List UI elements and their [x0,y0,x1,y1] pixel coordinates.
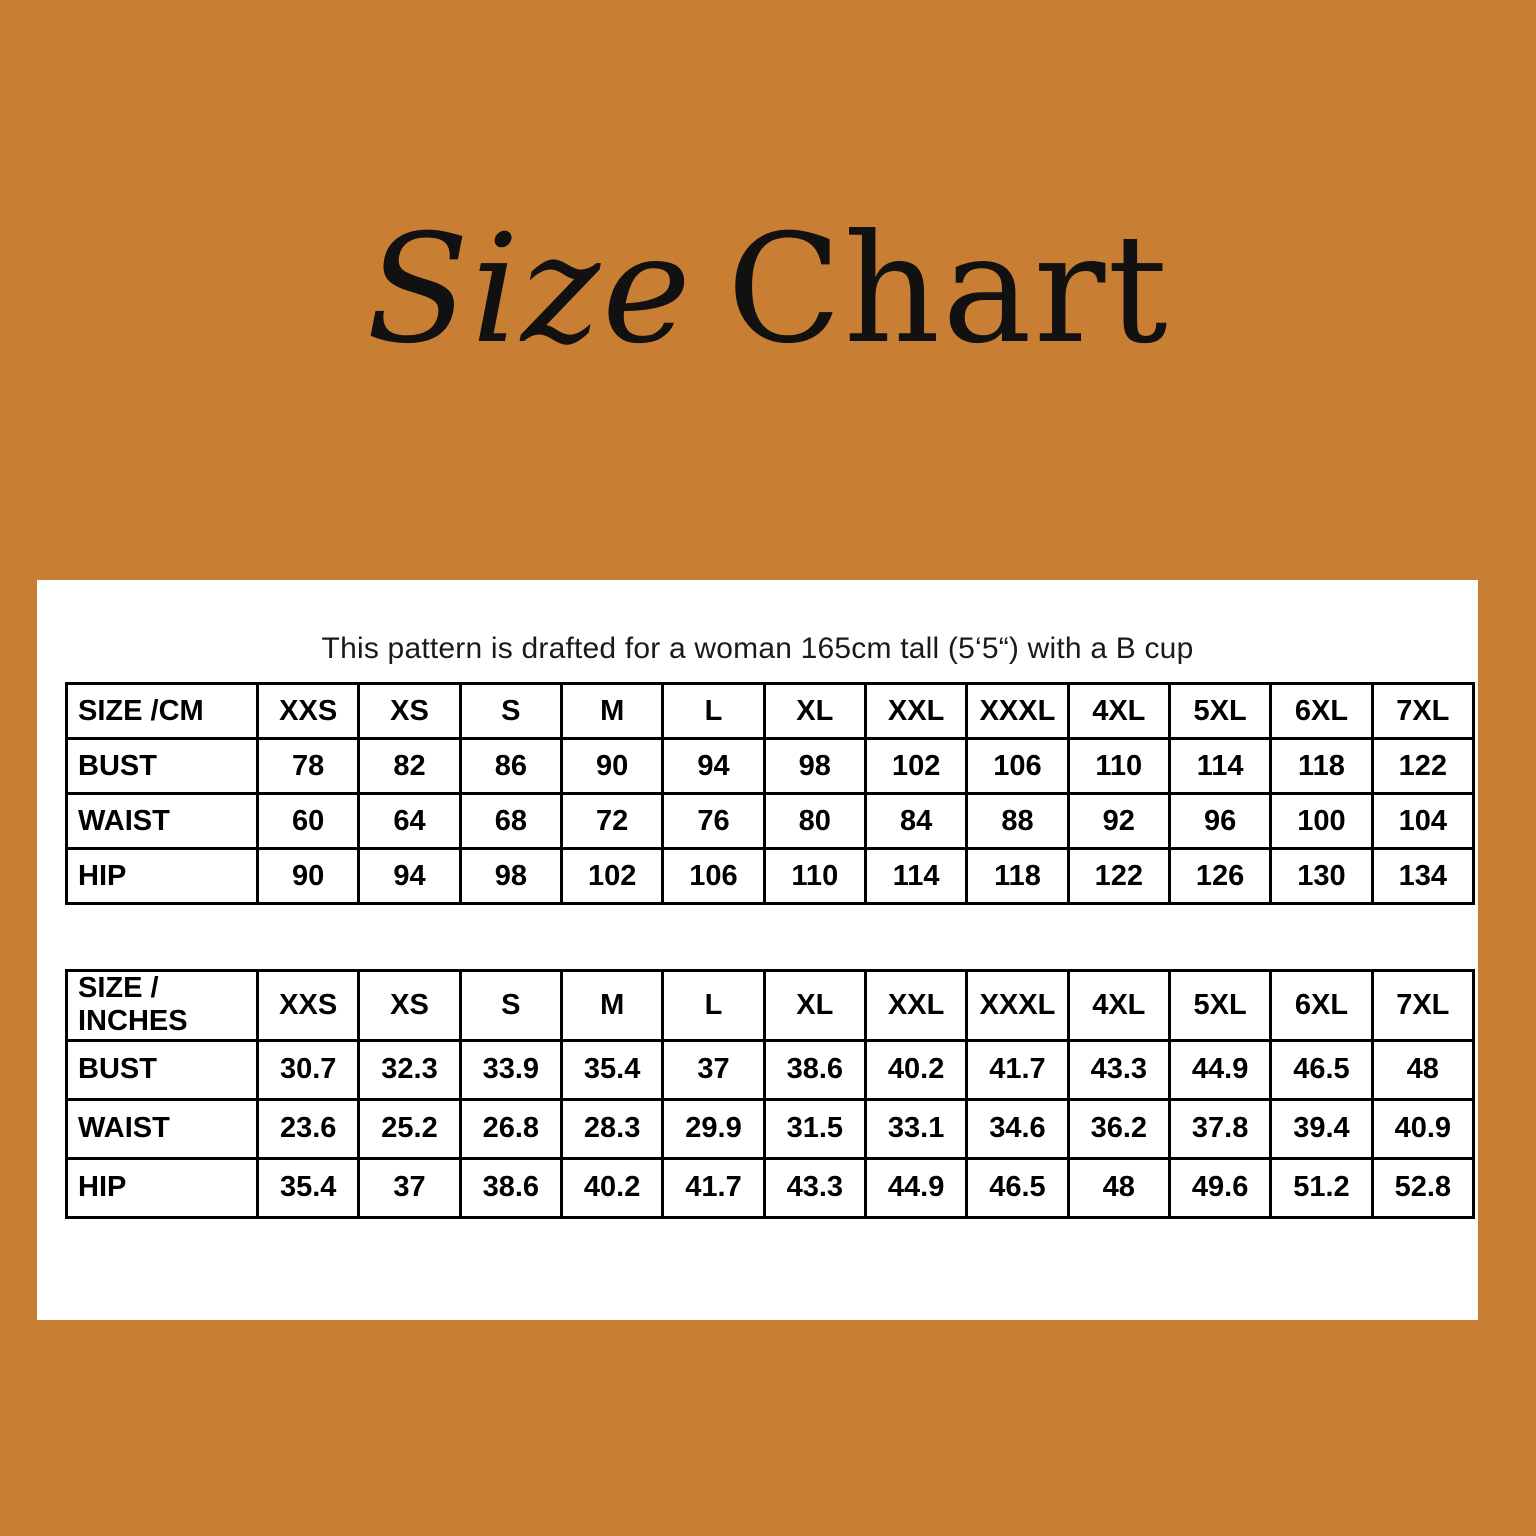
in-waist-6xl: 39.4 [1271,1099,1372,1158]
in-bust-xl: 38.6 [764,1040,865,1099]
cm-col-xs: XS [359,684,460,739]
in-hip-6xl: 51.2 [1271,1158,1372,1217]
in-waist-7xl: 40.9 [1372,1099,1473,1158]
in-waist-xs: 25.2 [359,1099,460,1158]
cm-col-6xl: 6XL [1271,684,1372,739]
in-hip-m: 40.2 [561,1158,662,1217]
cm-bust-m: 90 [561,739,662,794]
cm-bust-4xl: 110 [1068,739,1169,794]
in-waist-l: 29.9 [663,1099,764,1158]
cm-row-label-waist: WAIST [67,794,258,849]
in-hip-l: 41.7 [663,1158,764,1217]
cm-col-s: S [460,684,561,739]
in-waist-xl: 31.5 [764,1099,865,1158]
cm-hip-xl: 110 [764,849,865,904]
cm-col-xxs: XXS [258,684,359,739]
in-hip-xxs: 35.4 [258,1158,359,1217]
in-waist-m: 28.3 [561,1099,662,1158]
cm-col-xxxl: XXXL [967,684,1068,739]
cm-hip-7xl: 134 [1372,849,1473,904]
inches-header-line1: SIZE / [78,972,159,1004]
cm-waist-7xl: 104 [1372,794,1473,849]
in-row-label-waist: WAIST [67,1099,258,1158]
in-col-l: L [663,971,764,1041]
table-row [67,1099,1474,1158]
title-area [0,0,1536,580]
cm-hip-4xl: 122 [1068,849,1169,904]
in-col-6xl: 6XL [1271,971,1372,1041]
table-row [67,849,1474,904]
chart-card [37,580,1478,1320]
page-title-word-chart: Chart [726,203,1170,377]
in-col-7xl: 7XL [1372,971,1473,1041]
in-bust-7xl: 48 [1372,1040,1473,1099]
table-row [67,794,1474,849]
in-hip-xs: 37 [359,1158,460,1217]
cm-col-m: M [561,684,662,739]
cm-hip-s: 98 [460,849,561,904]
in-waist-5xl: 37.8 [1169,1099,1270,1158]
in-col-xxs: XXS [258,971,359,1041]
cm-waist-xxs: 60 [258,794,359,849]
cm-col-5xl: 5XL [1169,684,1270,739]
cm-col-xl: XL [764,684,865,739]
cm-hip-6xl: 130 [1271,849,1372,904]
table-gap [65,905,1450,969]
cm-waist-s: 68 [460,794,561,849]
in-hip-5xl: 49.6 [1169,1158,1270,1217]
cm-col-l: L [663,684,764,739]
cm-waist-m: 72 [561,794,662,849]
in-bust-5xl: 44.9 [1169,1040,1270,1099]
cm-hip-5xl: 126 [1169,849,1270,904]
cm-bust-7xl: 122 [1372,739,1473,794]
in-col-xl: XL [764,971,865,1041]
in-waist-xxs: 23.6 [258,1099,359,1158]
in-col-xxxl: XXXL [967,971,1068,1041]
table-row-header [67,684,1474,739]
in-bust-l: 37 [663,1040,764,1099]
table-row-header [67,971,1474,1041]
cm-waist-4xl: 92 [1068,794,1169,849]
pattern-note: This pattern is drafted for a woman 165cm tall (5‘5“) with a B cup [321,632,1194,665]
cm-bust-xxs: 78 [258,739,359,794]
in-bust-xxxl: 41.7 [967,1040,1068,1099]
cm-hip-m: 102 [561,849,662,904]
cm-header-label: SIZE /CM [67,684,258,739]
cm-hip-xxl: 114 [865,849,966,904]
table-row [67,739,1474,794]
cm-waist-xxl: 84 [865,794,966,849]
cm-hip-xs: 94 [359,849,460,904]
cm-hip-xxxl: 118 [967,849,1068,904]
cm-waist-6xl: 100 [1271,794,1372,849]
cm-hip-xxs: 90 [258,849,359,904]
page-title-word-size: Size [366,203,693,377]
in-hip-xxl: 44.9 [865,1158,966,1217]
inches-size-table [65,969,1475,1219]
in-col-s: S [460,971,561,1041]
cm-row-label-bust: BUST [67,739,258,794]
in-waist-xxxl: 34.6 [967,1099,1068,1158]
table-row [67,1158,1474,1217]
cm-bust-xl: 98 [764,739,865,794]
cm-waist-xl: 80 [764,794,865,849]
in-bust-xs: 32.3 [359,1040,460,1099]
in-hip-s: 38.6 [460,1158,561,1217]
in-col-xs: XS [359,971,460,1041]
in-waist-xxl: 33.1 [865,1099,966,1158]
in-waist-s: 26.8 [460,1099,561,1158]
in-hip-7xl: 52.8 [1372,1158,1473,1217]
in-col-5xl: 5XL [1169,971,1270,1041]
in-bust-6xl: 46.5 [1271,1040,1372,1099]
in-bust-xxs: 30.7 [258,1040,359,1099]
in-bust-m: 35.4 [561,1040,662,1099]
in-hip-4xl: 48 [1068,1158,1169,1217]
in-col-xxl: XXL [865,971,966,1041]
cm-hip-l: 106 [663,849,764,904]
in-row-label-bust: BUST [67,1040,258,1099]
cm-bust-xxl: 102 [865,739,966,794]
cm-bust-5xl: 114 [1169,739,1270,794]
cm-bust-s: 86 [460,739,561,794]
cm-col-7xl: 7XL [1372,684,1473,739]
cm-waist-5xl: 96 [1169,794,1270,849]
cm-bust-xs: 82 [359,739,460,794]
cm-waist-xxxl: 88 [967,794,1068,849]
page-title [366,203,1170,377]
in-bust-s: 33.9 [460,1040,561,1099]
inches-header-line2: INCHES [78,1005,188,1038]
in-bust-4xl: 43.3 [1068,1040,1169,1099]
cm-waist-xs: 64 [359,794,460,849]
cm-col-4xl: 4XL [1068,684,1169,739]
cm-bust-l: 94 [663,739,764,794]
in-row-label-hip: HIP [67,1158,258,1217]
in-hip-xl: 43.3 [764,1158,865,1217]
cm-size-table [65,682,1475,905]
in-col-m: M [561,971,662,1041]
cm-row-label-hip: HIP [67,849,258,904]
in-hip-xxxl: 46.5 [967,1158,1068,1217]
inches-header-label [67,971,258,1041]
in-waist-4xl: 36.2 [1068,1099,1169,1158]
in-col-4xl: 4XL [1068,971,1169,1041]
cm-waist-l: 76 [663,794,764,849]
in-bust-xxl: 40.2 [865,1040,966,1099]
cm-bust-xxxl: 106 [967,739,1068,794]
cm-col-xxl: XXL [865,684,966,739]
table-row [67,1040,1474,1099]
cm-bust-6xl: 118 [1271,739,1372,794]
